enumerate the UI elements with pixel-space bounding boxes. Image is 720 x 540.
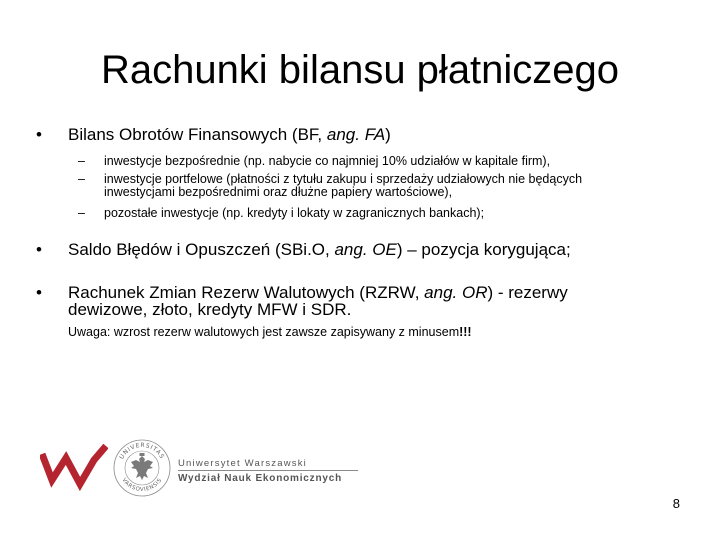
seal-crown <box>140 453 145 456</box>
note-text: Uwaga: wzrost rezerw walutowych jest zawsze zapisywany z minusem <box>68 325 460 339</box>
bullet-text-italic: ang. FA <box>326 125 386 144</box>
bullet-dot: • <box>36 283 42 302</box>
bullet-text <box>68 241 668 258</box>
bullet-text-italic: ang. OE <box>334 240 397 259</box>
bullet-text-suffix: ) <box>385 125 391 144</box>
sub-item-text: inwestycje bezpośrednie (np. nabycie co najmniej 10% udziałów w kapitale firm), <box>104 154 551 168</box>
page-number: 8 <box>672 496 680 511</box>
sub-item-dash: – <box>78 206 85 220</box>
bullet-text-prefix: Rachunek Zmian Rezerw Walutowych (RZRW, <box>68 283 425 302</box>
bullet-text-prefix: Saldo Błędów i Opuszczeń (SBi.O, <box>68 240 335 259</box>
sub-item-dash: – <box>78 172 85 186</box>
university-seal-icon <box>112 438 172 498</box>
zigzag-line <box>42 446 106 484</box>
sub-item-dash: – <box>78 154 85 168</box>
faculty-name: Wydział Nauk Ekonomicznych <box>178 473 342 484</box>
bullet-dot: • <box>36 125 42 144</box>
seal-text-top: UNIVERSITAS <box>118 441 166 461</box>
bullet-text <box>68 126 668 143</box>
bullet-text-prefix: Bilans Obrotów Finansowych (BF, <box>68 125 327 144</box>
sub-item-text: pozostałe inwestycje (np. kredyty i lokaty w zagranicznych bankach); <box>104 206 485 220</box>
faculty-logo-mark-icon <box>40 440 108 492</box>
note <box>68 325 472 339</box>
bullet-text-italic: ang. OR <box>424 283 488 302</box>
bullet-text-suffix: ) – pozycja korygująca; <box>396 240 571 259</box>
bullet-text-suffix: ) - rezerwy dewizowe, złoto, kredyty MFW i SDR. <box>68 283 568 319</box>
seal-eagle <box>131 453 153 480</box>
slide-title: Rachunki bilansu płatniczego <box>100 48 620 92</box>
note-emphasis: !!! <box>459 325 472 339</box>
sub-item-text: inwestycje portfelowe (płatności z tytułu zakupu i sprzedaży udziałowych nie będących inwestycjami bezpośrednimi oraz dłużne papiery wartościowe), <box>104 172 583 199</box>
bullet-dot: • <box>36 240 42 259</box>
seal-text-bottom: VARSOVIENSIS <box>120 477 164 494</box>
bullet-text <box>68 284 638 318</box>
university-name: Uniwersytet Warszawski <box>178 458 307 469</box>
logo-divider <box>178 470 358 471</box>
